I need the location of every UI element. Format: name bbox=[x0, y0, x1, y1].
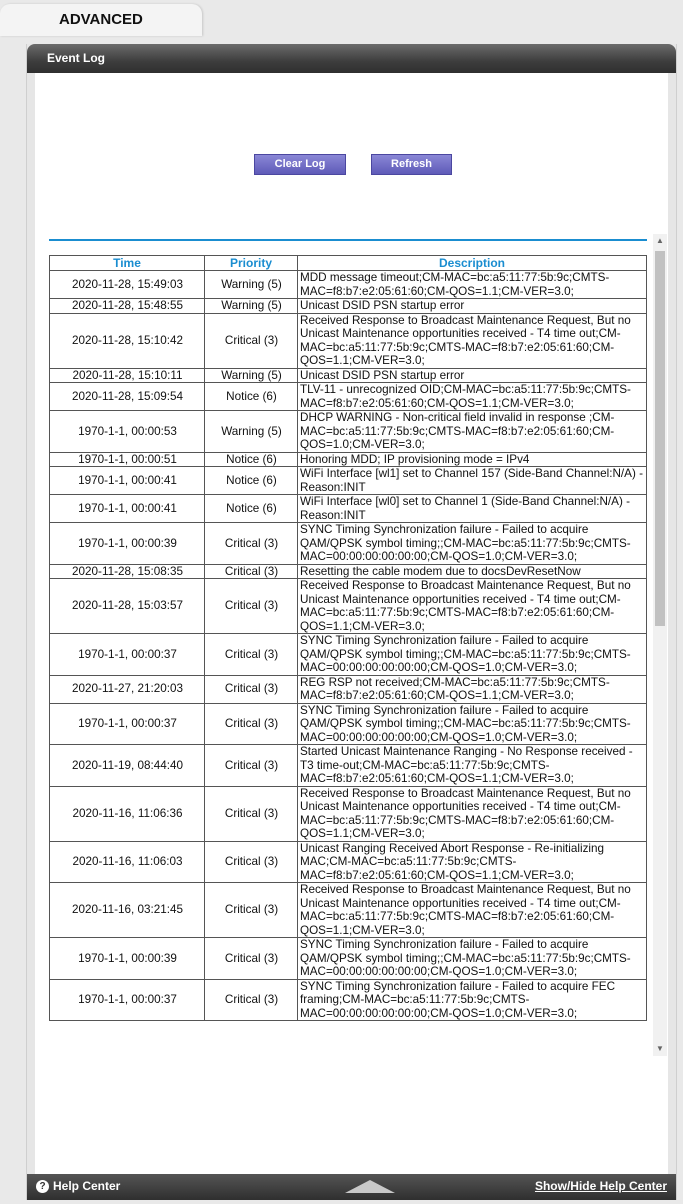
cell-time: 2020-11-28, 15:09:54 bbox=[50, 383, 205, 411]
cell-time: 1970-1-1, 00:00:51 bbox=[50, 452, 205, 467]
cell-description: Unicast DSID PSN startup error bbox=[298, 299, 647, 314]
scroll-up-icon[interactable]: ▲ bbox=[656, 236, 664, 245]
cell-time: 1970-1-1, 00:00:39 bbox=[50, 523, 205, 565]
cell-description: WiFi Interface [wl0] set to Channel 1 (Side-Band Channel:N/A) - Reason:INIT bbox=[298, 495, 647, 523]
cell-priority: Notice (6) bbox=[205, 467, 298, 495]
cell-priority: Critical (3) bbox=[205, 564, 298, 579]
cell-priority: Critical (3) bbox=[205, 841, 298, 883]
cell-time: 1970-1-1, 00:00:39 bbox=[50, 938, 205, 980]
cell-description: DHCP WARNING - Non-critical field invalid in response ;CM-MAC=bc:a5:11:77:5b:9c;CMTS-MAC=f8:b7:e2:05:61:60;CM-QOS=1.0;CM-VER=3.0; bbox=[298, 411, 647, 453]
cell-description: SYNC Timing Synchronization failure - Failed to acquire QAM/QPSK symbol timing;;CM-MAC=bc:a5:11:77:5b:9c;CMTS-MAC=00:00:00:00:00:00;CM-QOS=1.0;CM-VER=3.0; bbox=[298, 938, 647, 980]
cell-description: Started Unicast Maintenance Ranging - No Response received - T3 time-out;CM-MAC=bc:a5:11:77:5b:9c;CMTS-MAC=f8:b7:e2:05:61:60;CM-QOS=1.1;CM-VER=3.0; bbox=[298, 745, 647, 787]
cell-description: Received Response to Broadcast Maintenance Request, But no Unicast Maintenance opportunities received - T4 time out;CM-MAC=bc:a5:11:77:5b:9c;CMTS-MAC=f8:b7:e2:05:61:60;CM-QOS=1.1;CM-VER=3.0; bbox=[298, 313, 647, 368]
cell-description: SYNC Timing Synchronization failure - Failed to acquire QAM/QPSK symbol timing;;CM-MAC=bc:a5:11:77:5b:9c;CMTS-MAC=00:00:00:00:00:00;CM-QOS=1.0;CM-VER=3.0; bbox=[298, 523, 647, 565]
cell-time: 1970-1-1, 00:00:41 bbox=[50, 467, 205, 495]
cell-priority: Critical (3) bbox=[205, 979, 298, 1021]
table-row bbox=[50, 368, 647, 383]
cell-time: 1970-1-1, 00:00:37 bbox=[50, 979, 205, 1021]
table-row bbox=[50, 383, 647, 411]
footer-bar bbox=[27, 1174, 676, 1200]
scrollbar[interactable] bbox=[653, 234, 667, 1056]
table-row bbox=[50, 579, 647, 634]
cell-description: Honoring MDD; IP provisioning mode = IPv4 bbox=[298, 452, 647, 467]
cell-time: 2020-11-16, 11:06:03 bbox=[50, 841, 205, 883]
table-row bbox=[50, 523, 647, 565]
cell-time: 1970-1-1, 00:00:37 bbox=[50, 703, 205, 745]
cell-time: 2020-11-28, 15:03:57 bbox=[50, 579, 205, 634]
cell-time: 2020-11-28, 15:10:42 bbox=[50, 313, 205, 368]
cell-time: 2020-11-19, 08:44:40 bbox=[50, 745, 205, 787]
table-row bbox=[50, 411, 647, 453]
cell-description: SYNC Timing Synchronization failure - Failed to acquire QAM/QPSK symbol timing;;CM-MAC=bc:a5:11:77:5b:9c;CMTS-MAC=00:00:00:00:00:00;CM-QOS=1.0;CM-VER=3.0; bbox=[298, 703, 647, 745]
table-row bbox=[50, 841, 647, 883]
cell-priority: Critical (3) bbox=[205, 703, 298, 745]
scrollbar-thumb[interactable] bbox=[655, 251, 665, 626]
refresh-button[interactable]: Refresh bbox=[371, 154, 452, 175]
table-row bbox=[50, 634, 647, 676]
cell-description: MDD message timeout;CM-MAC=bc:a5:11:77:5b:9c;CMTS-MAC=f8:b7:e2:05:61:60;CM-QOS=1.1;CM-VER=3.0; bbox=[298, 271, 647, 299]
cell-priority: Critical (3) bbox=[205, 786, 298, 841]
cell-description: Unicast DSID PSN startup error bbox=[298, 368, 647, 383]
cell-priority: Notice (6) bbox=[205, 495, 298, 523]
cell-priority: Warning (5) bbox=[205, 299, 298, 314]
cell-priority: Warning (5) bbox=[205, 271, 298, 299]
tab-label: ADVANCED bbox=[59, 11, 143, 28]
cell-description: REG RSP not received;CM-MAC=bc:a5:11:77:5b:9c;CMTS-MAC=f8:b7:e2:05:61:60;CM-QOS=1.1;CM-VER=3.0; bbox=[298, 675, 647, 703]
cell-priority: Critical (3) bbox=[205, 938, 298, 980]
cell-description: SYNC Timing Synchronization failure - Failed to acquire QAM/QPSK symbol timing;;CM-MAC=bc:a5:11:77:5b:9c;CMTS-MAC=00:00:00:00:00:00;CM-QOS=1.0;CM-VER=3.0; bbox=[298, 634, 647, 676]
event-log-table bbox=[49, 255, 647, 1021]
cell-time: 1970-1-1, 00:00:53 bbox=[50, 411, 205, 453]
cell-priority: Notice (6) bbox=[205, 383, 298, 411]
cell-description: Received Response to Broadcast Maintenance Request, But no Unicast Maintenance opportunities received - T4 time out;CM-MAC=bc:a5:11:77:5b:9c;CMTS-MAC=f8:b7:e2:05:61:60;CM-QOS=1.1;CM-VER=3.0; bbox=[298, 786, 647, 841]
cell-time: 1970-1-1, 00:00:41 bbox=[50, 495, 205, 523]
cell-time: 1970-1-1, 00:00:37 bbox=[50, 634, 205, 676]
cell-description: SYNC Timing Synchronization failure - Failed to acquire FEC framing;CM-MAC=bc:a5:11:77:5b:9c;CMTS-MAC=00:00:00:00:00:00;CM-QOS=1.0;CM-VER=3.0; bbox=[298, 979, 647, 1021]
cell-time: 2020-11-28, 15:10:11 bbox=[50, 368, 205, 383]
divider bbox=[49, 239, 647, 241]
scroll-down-icon[interactable]: ▼ bbox=[656, 1044, 664, 1053]
cell-time: 2020-11-28, 15:08:35 bbox=[50, 564, 205, 579]
table-header-row bbox=[50, 256, 647, 271]
table-row bbox=[50, 299, 647, 314]
table-row bbox=[50, 745, 647, 787]
clear-log-button[interactable]: Clear Log bbox=[254, 154, 346, 175]
tab-advanced[interactable] bbox=[0, 4, 202, 36]
cell-priority: Notice (6) bbox=[205, 452, 298, 467]
panel-content bbox=[35, 73, 668, 1184]
event-log-scroll-area[interactable] bbox=[49, 255, 647, 1057]
cell-description: TLV-11 - unrecognized OID;CM-MAC=bc:a5:11:77:5b:9c;CMTS-MAC=f8:b7:e2:05:61:60;CM-QOS=1.1;CM-VER=3.0; bbox=[298, 383, 647, 411]
cell-priority: Critical (3) bbox=[205, 579, 298, 634]
table-row bbox=[50, 675, 647, 703]
cell-description: Resetting the cable modem due to docsDevResetNow bbox=[298, 564, 647, 579]
cell-priority: Warning (5) bbox=[205, 368, 298, 383]
table-row bbox=[50, 786, 647, 841]
cell-priority: Critical (3) bbox=[205, 675, 298, 703]
table-row bbox=[50, 938, 647, 980]
table-row bbox=[50, 271, 647, 299]
table-row bbox=[50, 495, 647, 523]
cell-priority: Critical (3) bbox=[205, 745, 298, 787]
cell-priority: Critical (3) bbox=[205, 313, 298, 368]
cell-time: 2020-11-28, 15:49:03 bbox=[50, 271, 205, 299]
cell-description: WiFi Interface [wl1] set to Channel 157 (Side-Band Channel:N/A) - Reason:INIT bbox=[298, 467, 647, 495]
cell-time: 2020-11-16, 03:21:45 bbox=[50, 883, 205, 938]
table-row bbox=[50, 313, 647, 368]
table-row bbox=[50, 467, 647, 495]
table-row bbox=[50, 883, 647, 938]
table-row bbox=[50, 452, 647, 467]
header-description: Description bbox=[298, 256, 647, 271]
help-circle-icon[interactable]: ? bbox=[36, 1180, 49, 1193]
cell-priority: Critical (3) bbox=[205, 634, 298, 676]
show-hide-help-center-link[interactable]: Show/Hide Help Center bbox=[534, 1179, 667, 1193]
table-row bbox=[50, 979, 647, 1021]
collapse-up-arrow-icon[interactable] bbox=[345, 1180, 395, 1193]
cell-priority: Warning (5) bbox=[205, 411, 298, 453]
table-row bbox=[50, 703, 647, 745]
panel-title: Event Log bbox=[47, 51, 106, 65]
cell-time: 2020-11-27, 21:20:03 bbox=[50, 675, 205, 703]
cell-description: Unicast Ranging Received Abort Response - Re-initializing MAC;CM-MAC=bc:a5:11:77:5b:9c;CMTS-MAC=f8:b7:e2:05:61:60;CM-QOS=1.1;CM-VER=3.0; bbox=[298, 841, 647, 883]
table-row bbox=[50, 564, 647, 579]
cell-description: Received Response to Broadcast Maintenance Request, But no Unicast Maintenance opportunities received - T4 time out;CM-MAC=bc:a5:11:77:5b:9c;CMTS-MAC=f8:b7:e2:05:61:60;CM-QOS=1.1;CM-VER=3.0; bbox=[298, 579, 647, 634]
header-time: Time bbox=[50, 256, 205, 271]
event-log-panel bbox=[26, 44, 677, 1200]
cell-time: 2020-11-28, 15:48:55 bbox=[50, 299, 205, 314]
panel-header bbox=[27, 44, 676, 73]
cell-priority: Critical (3) bbox=[205, 523, 298, 565]
header-priority: Priority bbox=[205, 256, 298, 271]
help-center-link[interactable]: Help Center bbox=[53, 1179, 121, 1193]
cell-priority: Critical (3) bbox=[205, 883, 298, 938]
cell-time: 2020-11-16, 11:06:36 bbox=[50, 786, 205, 841]
cell-description: Received Response to Broadcast Maintenance Request, But no Unicast Maintenance opportunities received - T4 time out;CM-MAC=bc:a5:11:77:5b:9c;CMTS-MAC=f8:b7:e2:05:61:60;CM-QOS=1.1;CM-VER=3.0; bbox=[298, 883, 647, 938]
